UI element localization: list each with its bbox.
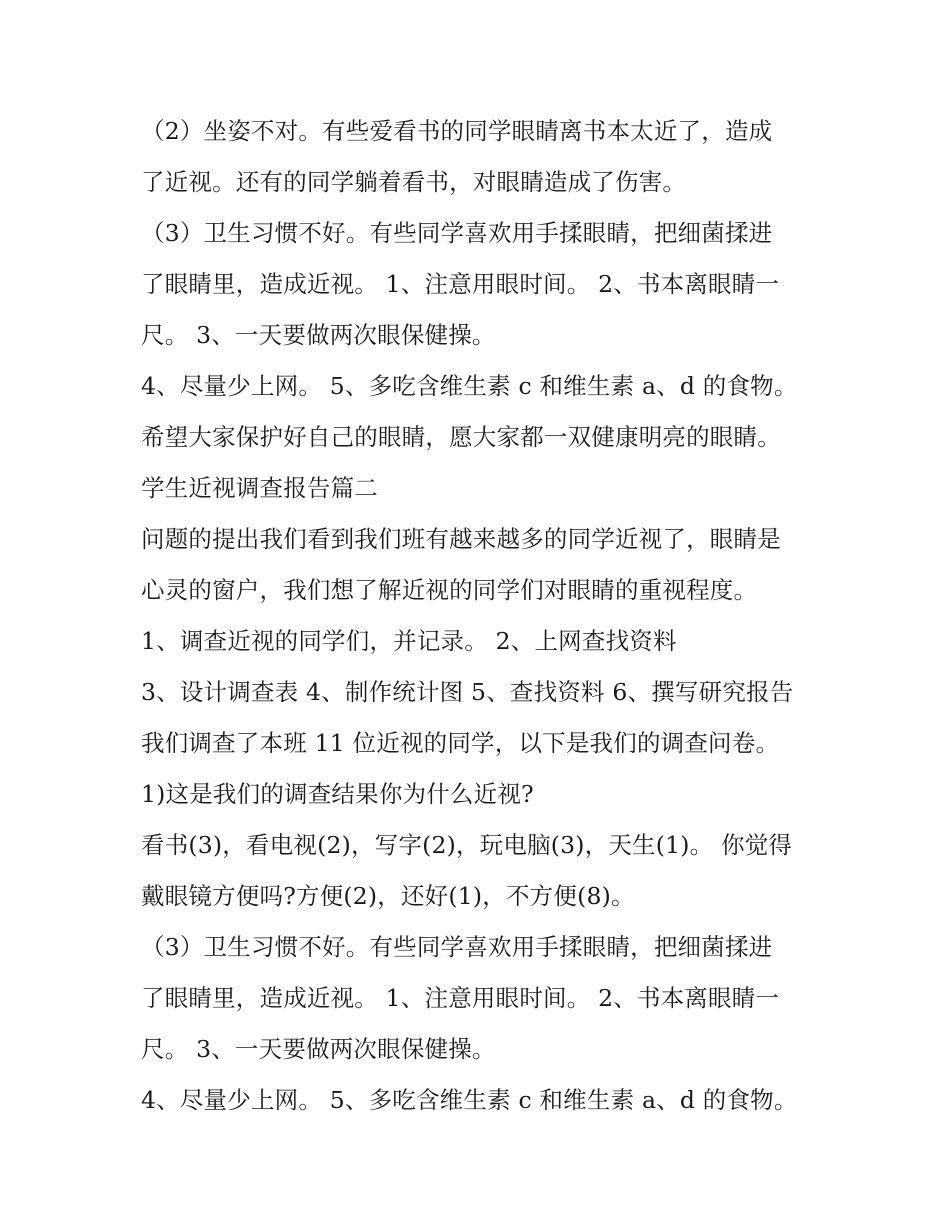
text-line: 3、设计调查表 4、制作统计图 5、查找资料 6、撰写研究报告 [141,678,794,706]
text-line: 尺。 3、一天要做两次眼保健操。 [141,1035,496,1063]
text-line: （3）卫生习惯不好。有些同学喜欢用手揉眼睛，把细菌揉进 [141,933,773,961]
text-line: 4、尽量少上网。 5、多吃含维生素 c 和维生素 a、d 的食物。 [141,1086,798,1114]
text-line: （2）坐姿不对。有些爱看书的同学眼睛离书本太近了，造成 [141,117,773,145]
text-line: 了眼睛里，造成近视。 1、注意用眼时间。 2、书本离眼睛一 [141,984,780,1012]
text-line: 看书(3)，看电视(2)，写字(2)，玩电脑(3)，天生(1)。 你觉得 [141,831,793,859]
text-line: 希望大家保护好自己的眼睛，愿大家都一双健康明亮的眼睛。 [141,423,781,451]
text-line: 了眼睛里，造成近视。 1、注意用眼时间。 2、书本离眼睛一 [141,270,780,298]
text-line: （3）卫生习惯不好。有些同学喜欢用手揉眼睛，把细菌揉进 [141,219,773,247]
text-line: 戴眼镜方便吗?方便(2)，还好(1)，不方便(8)。 [141,882,635,910]
text-line: 了近视。还有的同学躺着看书，对眼睛造成了伤害。 [141,168,687,196]
text-line: 4、尽量少上网。 5、多吃含维生素 c 和维生素 a、d 的食物。 [141,372,798,400]
text-line: 问题的提出我们看到我们班有越来越多的同学近视了，眼睛是 [141,525,781,553]
text-line: 我们调查了本班 11 位近视的同学，以下是我们的调查问卷。 [141,729,780,757]
document-body [141,108,841,1128]
section-heading: 学生近视调查报告篇二 [141,474,378,502]
text-line: 1)这是我们的调查结果你为什么近视? [141,780,534,808]
text-line: 1、调查近视的同学们，并记录。 2、上网查找资料 [141,627,677,655]
text-line: 心灵的窗户，我们想了解近视的同学们对眼睛的重视程度。 [141,576,758,604]
text-line: 尺。 3、一天要做两次眼保健操。 [141,321,496,349]
